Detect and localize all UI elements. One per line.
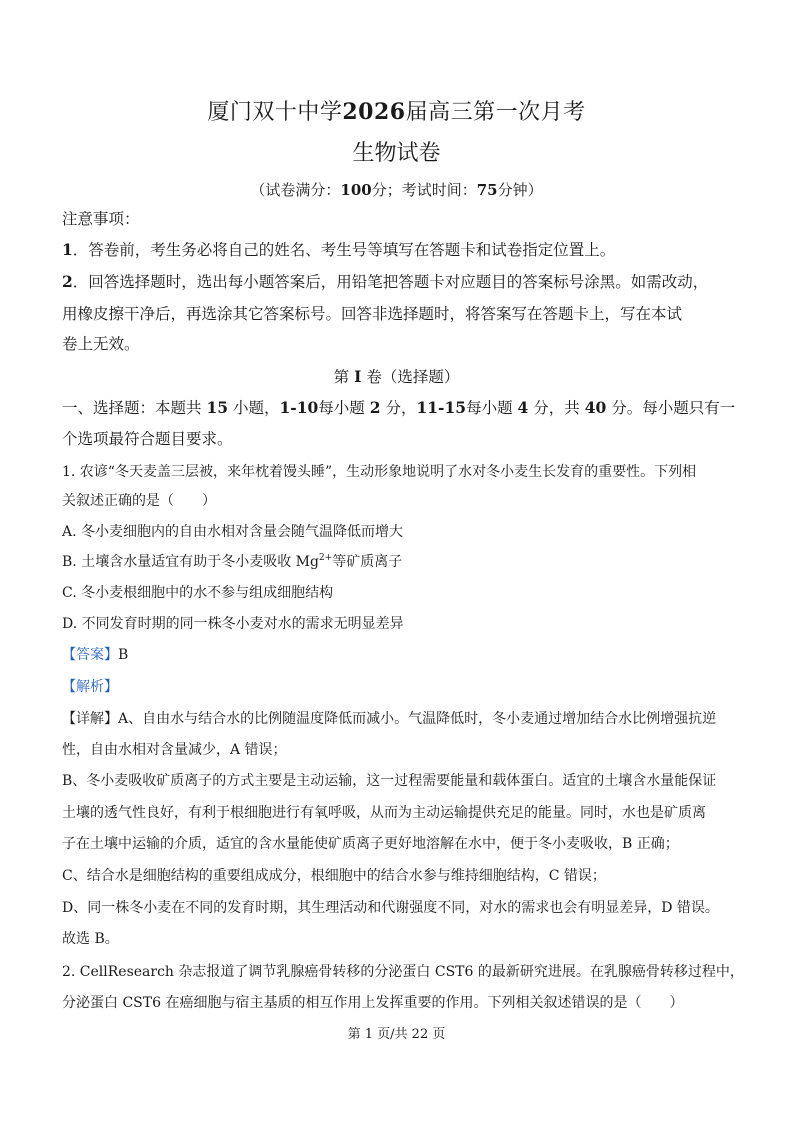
q1-stem-line-2: 关叙述正确的是（ ） [62, 493, 216, 509]
notes-heading: 注意事项： [62, 210, 140, 228]
q1-answer: 【答案】B [62, 647, 129, 663]
q1-detail-line-5: 子在土壤中运输的介质，适宜的含水量能使矿质离子更好地溶解在水中，便于冬小麦吸收，B 正确； [62, 836, 679, 852]
q2-stem-line-2: 分泌蛋白 CST6 在癌细胞与宿主基质的相互作用上发挥重要的作用。下列相关叙述错误的是（ ） [62, 995, 684, 1011]
q1-option-b: B. 土壤含水量适宜有助于冬小麦吸收 $Mg^{2+}$等矿质离子 [62, 553, 403, 570]
note-2-line-1: 2．回答选择题时，选出每小题答案后，用铅笔把答题卡对应题目的答案标号涂黑。如需改动， [62, 272, 709, 291]
section-title: 第 I 卷（选择题） [333, 367, 460, 386]
note-2-line-2: 用橡皮擦干净后，再选涂其它答案标号。回答非选择题时，将答案写在答题卡上，写在本试 [62, 305, 683, 323]
q1-option-c: C. 冬小麦根细胞中的水不参与组成细胞结构 [62, 585, 334, 601]
q1-detail-line-4: 土壤的透气性良好，有利于根细胞进行有氧呼吸，从而为主动运输提供充足的能量。同时，水也是矿质离 [62, 805, 706, 821]
q1-detail-line-3: B、冬小麦吸收矿质离子的方式主要是主动运输，这一过程需要能量和载体蛋白。适宜的土壤含水量能保证 [62, 773, 717, 789]
section-intro-line-1: 一、选择题：本题共 15 小题，1-10每小题 2 分，11-15每小题 4 分，共 40 分。每小题只有一 [62, 398, 736, 417]
q1-detail-line-8: 故选 B。 [62, 931, 119, 947]
q1-stem-line-1: 1. 农谚“冬天麦盖三层被，来年枕着馒头睡”，生动形象地说明了水对冬小麦生长发育的重要性。下列相 [62, 464, 697, 480]
q2-stem-line-1: 2. CellResearch 杂志报道了调节乳腺癌骨转移的分泌蛋白 CST6 的最新研究进展。在乳腺癌骨转移过程中， [62, 964, 744, 980]
subject-title: 生物试卷 [352, 141, 441, 166]
section-intro-line-2: 个选项最符合题目要求。 [62, 430, 233, 448]
note-1: 1．答卷前，考生务必将自己的姓名、考生号等填写在答题卡和试卷指定位置上。 [62, 240, 616, 259]
q1-detail-line-1: 【详解】A、自由水与结合水的比例随温度降低而减小。气温降低时，冬小麦通过增加结合水比例增强抗逆 [62, 711, 717, 727]
q1-detail-line-2: 性，自由水相对含量减少，A 错误； [62, 742, 287, 758]
answer-tag: 【答案】 [62, 647, 118, 663]
page-footer: 第 1 页/共 22 页 [347, 1027, 446, 1042]
note-2-line-3: 卷上无效。 [62, 335, 140, 353]
q1-detail-line-7: D、同一株冬小麦在不同的发育时期，其生理活动和代谢强度不同，对水的需求也会有明显差异，D 错误。 [62, 900, 719, 916]
q1-detail-line-6: C、结合水是细胞结构的重要组成成分，根细胞中的结合水参与维持细胞结构，C 错误； [62, 868, 606, 884]
q1-option-d: D. 不同发育时期的同一株冬小麦对水的需求无明显差异 [62, 616, 404, 632]
exam-title: 厦门双十中学2026届高三第一次月考 [207, 99, 586, 125]
q1-option-a: A. 冬小麦细胞内的自由水相对含量会随气温降低而增大 [62, 524, 404, 540]
q1-analysis-tag: 【解析】 [62, 679, 118, 695]
exam-info: （试卷满分：100分；考试时间：75分钟） [250, 181, 543, 199]
